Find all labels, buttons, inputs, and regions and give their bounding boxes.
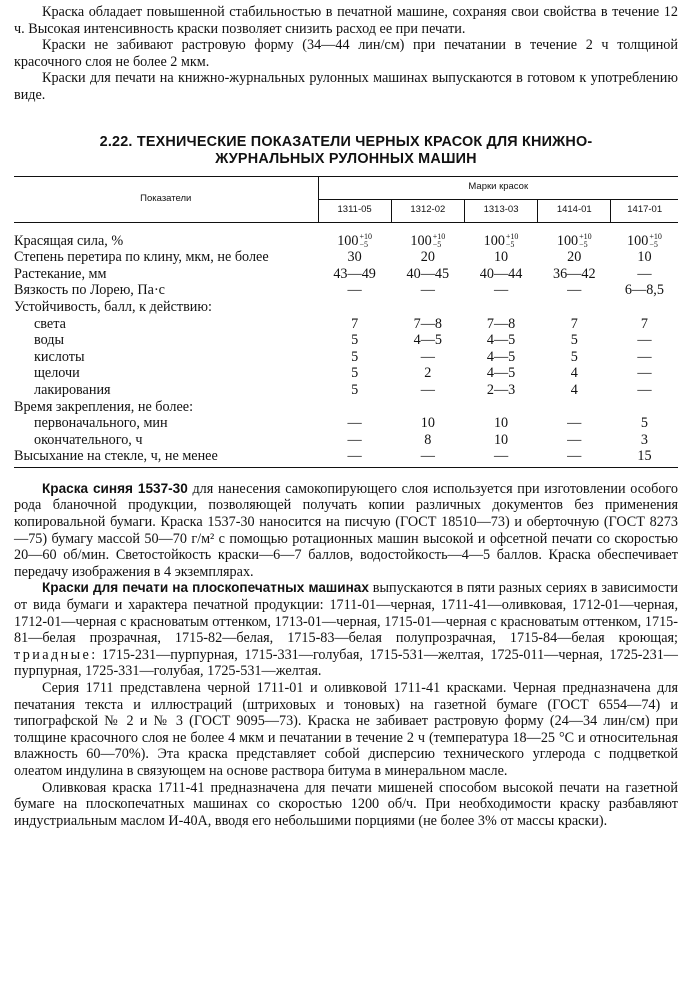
cell-value bbox=[538, 299, 611, 316]
cell-value: 4 bbox=[570, 365, 578, 382]
cell-value: — bbox=[493, 282, 509, 299]
cell-value bbox=[391, 222, 464, 249]
brand-code: 1414-01 bbox=[538, 199, 611, 222]
tolerance bbox=[506, 233, 519, 249]
tolerance-minus: −5 bbox=[649, 239, 658, 249]
cell-value: — bbox=[637, 348, 652, 365]
cell-value: — bbox=[637, 332, 652, 349]
cell-value: 6—8,5 bbox=[624, 282, 664, 299]
row-label: Красящая сила, % bbox=[14, 232, 124, 249]
paragraph bbox=[14, 580, 678, 680]
cell-value: 10 bbox=[493, 249, 509, 266]
cell-value: — bbox=[347, 431, 362, 448]
cell-value bbox=[464, 299, 537, 316]
cell-value: — bbox=[637, 365, 652, 382]
cell-value: — bbox=[464, 448, 537, 467]
cell-value bbox=[464, 399, 537, 416]
row-label: Высыхание на стекле, ч, не менее bbox=[14, 448, 318, 467]
brand-code: 1313-03 bbox=[464, 199, 537, 222]
paragraph bbox=[14, 481, 678, 581]
cell-value: 4 bbox=[570, 381, 578, 398]
brand-code: 1311-05 bbox=[318, 199, 391, 222]
tolerance bbox=[579, 233, 592, 249]
cell-value: — bbox=[637, 265, 652, 282]
cell-value bbox=[538, 399, 611, 416]
table-row bbox=[14, 266, 678, 283]
tolerance-minus: −5 bbox=[579, 239, 588, 249]
section-title-line: ЖУРНАЛЬНЫХ РУЛОННЫХ МАШИН bbox=[215, 150, 477, 167]
cell-value: 5 bbox=[570, 332, 578, 349]
cell-value: 36—42 bbox=[552, 265, 596, 282]
paragraph: Серия 1711 представлена черной 1711-01 и оливковой 1711-41 красками. Черная предназначена для печатания текста и иллюстраций (штриховых и тоновых) на газетной бумаге (ГОСТ 6554—74) и типографской № 2 и № 3 (ГОСТ 9095—73). Краска не забивает растровую форму (24—34 лин/см) при толщине красочного слоя не более 4 мкм и печатании в течение 2 ч (температура 18—25 °С и относительная влажность 60—70%). Эта краска представляет собой дисперсию технического углерода с подцветкой олеатом индулина в связующем на основе раствора битума в минеральном масле. bbox=[14, 680, 678, 779]
table-row bbox=[14, 332, 678, 349]
tolerance-plus: +10 bbox=[579, 231, 592, 241]
row-label: Растекание, мм bbox=[14, 265, 107, 282]
row-label: света bbox=[34, 315, 66, 332]
cell-value: 20 bbox=[420, 249, 435, 266]
cell-value: — bbox=[538, 448, 611, 467]
cell-value bbox=[318, 299, 391, 316]
cell-value: — bbox=[567, 415, 582, 432]
section-title bbox=[14, 134, 678, 168]
table-row bbox=[14, 448, 678, 467]
table-row bbox=[14, 222, 678, 249]
cell-value bbox=[391, 299, 464, 316]
tolerance-minus: −5 bbox=[505, 239, 515, 249]
cell-value bbox=[611, 399, 678, 416]
tolerance-plus: +10 bbox=[432, 231, 446, 241]
cell-value: 5 bbox=[351, 365, 359, 382]
paragraph-text: выпускаются в пяти разных сериях в зависимости от вида бумаги и характера печатной продукции: 1711-01—черная, 1711-41—оливковая, 1712-01—черная, 1712-01—черная с красноватым оттенком, 1713-01—черная, 1715-01—черная с красноватым оттенком, 1715-81—белая прозрачная, 1715-82—белая, 1715-83—белая полупрозрачная, 1715-84—белая кроющая; bbox=[14, 580, 678, 647]
intro-paragraph: Краски для печати на книжно-журнальных рулонных машинах выпускаются в готовом к употреблению виде. bbox=[14, 70, 678, 103]
table-row bbox=[14, 299, 678, 316]
column-header-indicators: Показатели bbox=[14, 176, 318, 222]
row-label: воды bbox=[34, 332, 65, 349]
cell-value: — bbox=[420, 282, 435, 299]
strength-base: 100 bbox=[556, 232, 579, 249]
bold-term: Краски для печати на плоскопечатных машинах bbox=[42, 580, 369, 596]
tolerance-plus: +10 bbox=[649, 231, 662, 241]
intro-text bbox=[14, 4, 678, 104]
ink-specs-table bbox=[14, 176, 678, 468]
cell-value: 20 bbox=[567, 249, 582, 266]
row-label: кислоты bbox=[34, 348, 85, 365]
cell-value: 15 bbox=[611, 448, 678, 467]
page bbox=[14, 4, 678, 829]
cell-value: 40—44 bbox=[479, 265, 523, 282]
row-label: Время закрепления, не более: bbox=[14, 398, 194, 415]
table-row bbox=[14, 349, 678, 366]
cell-value bbox=[391, 399, 464, 416]
tolerance bbox=[433, 233, 446, 249]
cell-value: — bbox=[637, 381, 652, 398]
tolerance bbox=[359, 233, 372, 249]
cell-value: 10 bbox=[420, 415, 435, 432]
cell-value bbox=[538, 222, 611, 249]
cell-value: 8 bbox=[424, 431, 432, 448]
bold-term: Краска синяя 1537-30 bbox=[42, 480, 188, 496]
cell-value: 7 bbox=[640, 315, 648, 332]
row-label: Вязкость по Лорею, Па·с bbox=[14, 282, 165, 299]
brand-code: 1312-02 bbox=[391, 199, 464, 222]
tolerance-minus: −5 bbox=[359, 239, 368, 249]
brand-code: 1417-01 bbox=[611, 199, 678, 222]
strength-base: 100 bbox=[410, 232, 432, 249]
tolerance bbox=[649, 233, 662, 249]
cell-value: — bbox=[567, 431, 582, 448]
strength-base: 100 bbox=[337, 232, 359, 249]
section-title-line: 2.22. ТЕХНИЧЕСКИЕ ПОКАЗАТЕЛИ ЧЕРНЫХ КРАСОК ДЛЯ КНИЖНО- bbox=[99, 133, 593, 150]
spaced-term: триадные bbox=[14, 646, 92, 663]
cell-value bbox=[611, 222, 678, 249]
paragraph-text: для нанесения самокопирующего слоя используется при изготовлении особого рода бланочной продукции, позволяющей получать копии различных документов без применения копировальной бумаги. Краска 1537-30 наносится на писчую (ГОСТ 18510—73) и оберточную (ГОСТ 8273—75) бумагу массой 50—70 г/м² с помощью ротационных машин высокой и офсетной печати со скоростью 20—60 об/мин. Светостойкость краски—6—7 баллов, водостойкость—4—5 баллов. Краска обеспечивает передачу изображения в 4 экземплярах. bbox=[14, 480, 678, 580]
cell-value: 7—8 bbox=[486, 315, 516, 332]
tolerance-plus: +10 bbox=[505, 231, 519, 241]
cell-value: — bbox=[318, 448, 391, 467]
tolerance-minus: −5 bbox=[432, 239, 442, 249]
cell-value bbox=[318, 222, 391, 249]
cell-value bbox=[318, 399, 391, 416]
cell-value: 10 bbox=[637, 249, 652, 266]
cell-value: 2—3 bbox=[486, 381, 516, 398]
cell-value: 30 bbox=[347, 249, 362, 266]
cell-value: 2 bbox=[424, 365, 432, 382]
cell-value: 10 bbox=[493, 415, 509, 432]
body-text bbox=[14, 481, 678, 829]
table-row bbox=[14, 382, 678, 399]
cell-value: 5 bbox=[351, 348, 359, 365]
cell-value: 5 bbox=[351, 332, 359, 349]
tolerance-plus: +10 bbox=[359, 231, 372, 241]
row-label: Устойчивость, балл, к действию: bbox=[14, 298, 212, 315]
cell-value: — bbox=[567, 282, 582, 299]
cell-value: — bbox=[420, 381, 435, 398]
paragraph-text: : 1715-231—пурпурная, 1715-331—голубая, 1715-531—желтая, 1725-011—черная, 1725-231—пурпурная, 1725-331—голубая, 1725-531—желтая. bbox=[14, 646, 678, 680]
cell-value: — bbox=[391, 448, 464, 467]
row-label: Степень перетира по клину, мкм, не более bbox=[14, 249, 269, 266]
row-label: первоначального, мин bbox=[34, 415, 168, 432]
paragraph: Оливковая краска 1711-41 предназначена для печати мишеней способом высокой печати на газетной бумаге на плоскопечатных машинах со скоростью 1200 об/ч. При необходимости краску разбавляют индустриальным маслом И-40А, вводя его небольшими порциями (не более 3% от массы краски). bbox=[14, 779, 678, 829]
table-row bbox=[14, 249, 678, 266]
cell-value: 5 bbox=[351, 381, 359, 398]
strength-base: 100 bbox=[627, 232, 649, 249]
cell-value: 4—5 bbox=[486, 332, 516, 349]
cell-value: 43—49 bbox=[333, 265, 376, 282]
row-label: окончательного, ч bbox=[34, 431, 143, 448]
cell-value: 3 bbox=[640, 431, 648, 448]
cell-value: 4—5 bbox=[413, 332, 443, 349]
cell-value: 7 bbox=[351, 315, 359, 332]
cell-value: 7—8 bbox=[413, 315, 443, 332]
strength-base: 100 bbox=[483, 232, 505, 249]
cell-value: — bbox=[420, 348, 435, 365]
cell-value bbox=[464, 222, 537, 249]
brands-header: Марки красок bbox=[318, 176, 678, 199]
table-row bbox=[14, 365, 678, 382]
cell-value: 4—5 bbox=[486, 365, 516, 382]
table-row bbox=[14, 432, 678, 449]
row-label: щелочи bbox=[34, 365, 80, 382]
table-row bbox=[14, 415, 678, 432]
table-body bbox=[14, 222, 678, 467]
cell-value: 7 bbox=[570, 315, 578, 332]
intro-paragraph: Краска обладает повышенной стабильностью в печатной машине, сохраняя свои свойства в течение 12 ч. Высокая интенсивность краски позволяет снизить расход ее при печати. bbox=[14, 4, 678, 37]
intro-paragraph: Краски не забивают растровую форму (34—44 лин/см) при печатании в течение 2 ч толщиной красочного слоя не более 2 мкм. bbox=[14, 37, 678, 70]
table-row bbox=[14, 282, 678, 299]
row-label: лакирования bbox=[34, 381, 111, 398]
table-row bbox=[14, 399, 678, 416]
cell-value: — bbox=[347, 282, 362, 299]
cell-value: 10 bbox=[493, 431, 509, 448]
table-row bbox=[14, 316, 678, 333]
cell-value: — bbox=[347, 415, 362, 432]
cell-value: 4—5 bbox=[486, 348, 516, 365]
cell-value: 5 bbox=[640, 415, 648, 432]
cell-value: 40—45 bbox=[406, 265, 450, 282]
cell-value bbox=[611, 299, 678, 316]
cell-value: 5 bbox=[570, 348, 578, 365]
